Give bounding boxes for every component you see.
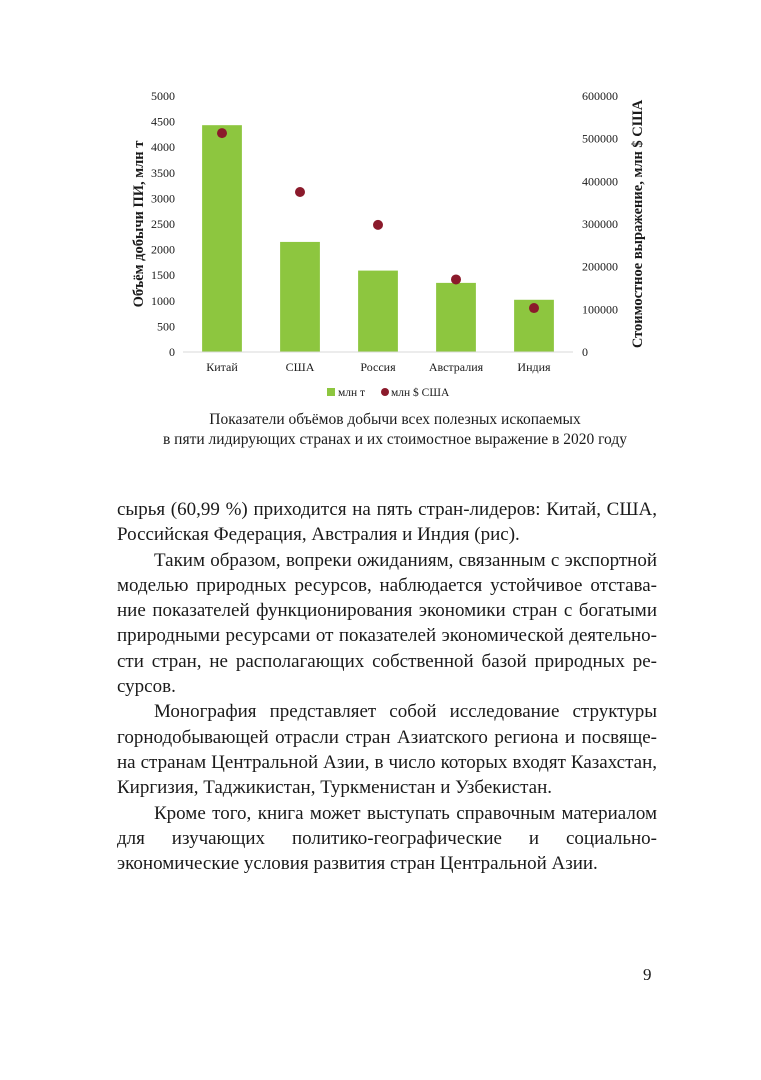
data-point: [451, 274, 461, 284]
left-tick-label: 4000: [151, 140, 175, 155]
body-text: [117, 497, 657, 876]
data-point: [529, 303, 539, 313]
left-axis-ticks: [151, 89, 175, 359]
left-tick-label: 1500: [151, 268, 175, 283]
right-tick-label: 200000: [582, 259, 618, 274]
legend-swatch-bar: [327, 388, 335, 396]
legend: [327, 386, 450, 399]
caption-line-2: в пяти лидирующих странах и их стоимостное выражение в 2020 году: [162, 431, 628, 448]
figure-caption: [100, 410, 690, 450]
paragraph: Кроме того, книга может выступать справочным материалом для изучающих политико-географические и социально-экономические условия развития стран Центральной Азии.: [117, 802, 657, 875]
left-tick-label: 0: [169, 345, 175, 359]
legend-label-dot: млн $ США: [391, 387, 450, 399]
data-point: [217, 128, 227, 138]
category-label: США: [285, 360, 315, 374]
left-tick-label: 2000: [151, 242, 175, 257]
right-axis-ticks: [582, 89, 618, 359]
left-tick-label: 2500: [151, 217, 175, 231]
right-tick-label: 300000: [582, 217, 618, 231]
left-tick-label: 1000: [151, 293, 175, 308]
left-axis-title: Объём добычи ПИ, млн т: [131, 140, 147, 308]
left-tick-label: 500: [157, 319, 175, 334]
data-point: [295, 187, 305, 197]
category-label: Китай: [206, 360, 238, 374]
left-tick-label: 4500: [151, 114, 175, 129]
right-tick-label: 500000: [582, 131, 618, 146]
bar: [358, 271, 398, 352]
right-tick-label: 600000: [582, 89, 618, 103]
right-tick-label: 100000: [582, 302, 618, 317]
bar-series: [202, 125, 554, 352]
right-tick-label: 0: [582, 345, 588, 359]
paragraph: сырья (60,99 %) приходится на пять стран-лидеров: Китай, США, Российская Федерация, Австралия и Индия (рис).: [117, 499, 657, 546]
data-point: [373, 220, 383, 230]
page-number: 9: [643, 965, 652, 984]
chart: [0, 0, 761, 410]
paragraph: Монография представляет собой исследование структуры горнодобывающей отрасли стран Азиатского региона и посвящена странам Центральной Азии, в число которых входят Казахстан, Киргизия, Таджикистан, Туркменистан и Узбекистан.: [117, 701, 657, 799]
legend-label-bar: млн т: [338, 387, 366, 399]
bar: [436, 283, 476, 352]
right-tick-label: 400000: [582, 174, 618, 189]
left-tick-label: 3500: [151, 165, 175, 180]
category-label: Австралия: [428, 360, 484, 374]
category-labels: [206, 360, 551, 374]
paragraph: Таким образом, вопреки ожиданиям, связанным с экспортной моделью природных ресурсов, наблюдается устойчивое отставание показателей функционирования экономики стран с богатыми природными ресурсами от показателей экономической деятельности стран, не располагающих собственной базой природных ресурсов.: [117, 549, 657, 698]
legend-swatch-dot: [381, 388, 389, 396]
left-tick-label: 5000: [151, 89, 175, 103]
category-label: Россия: [360, 360, 396, 374]
right-axis-title: Стоимостное выражение, млн $ США: [630, 99, 646, 349]
bar: [280, 242, 320, 352]
bar: [202, 125, 242, 352]
left-tick-label: 3000: [151, 191, 175, 206]
caption-line-1: Показатели объёмов добычи всех полезных ископаемых: [209, 411, 581, 428]
category-label: Индия: [517, 360, 551, 374]
